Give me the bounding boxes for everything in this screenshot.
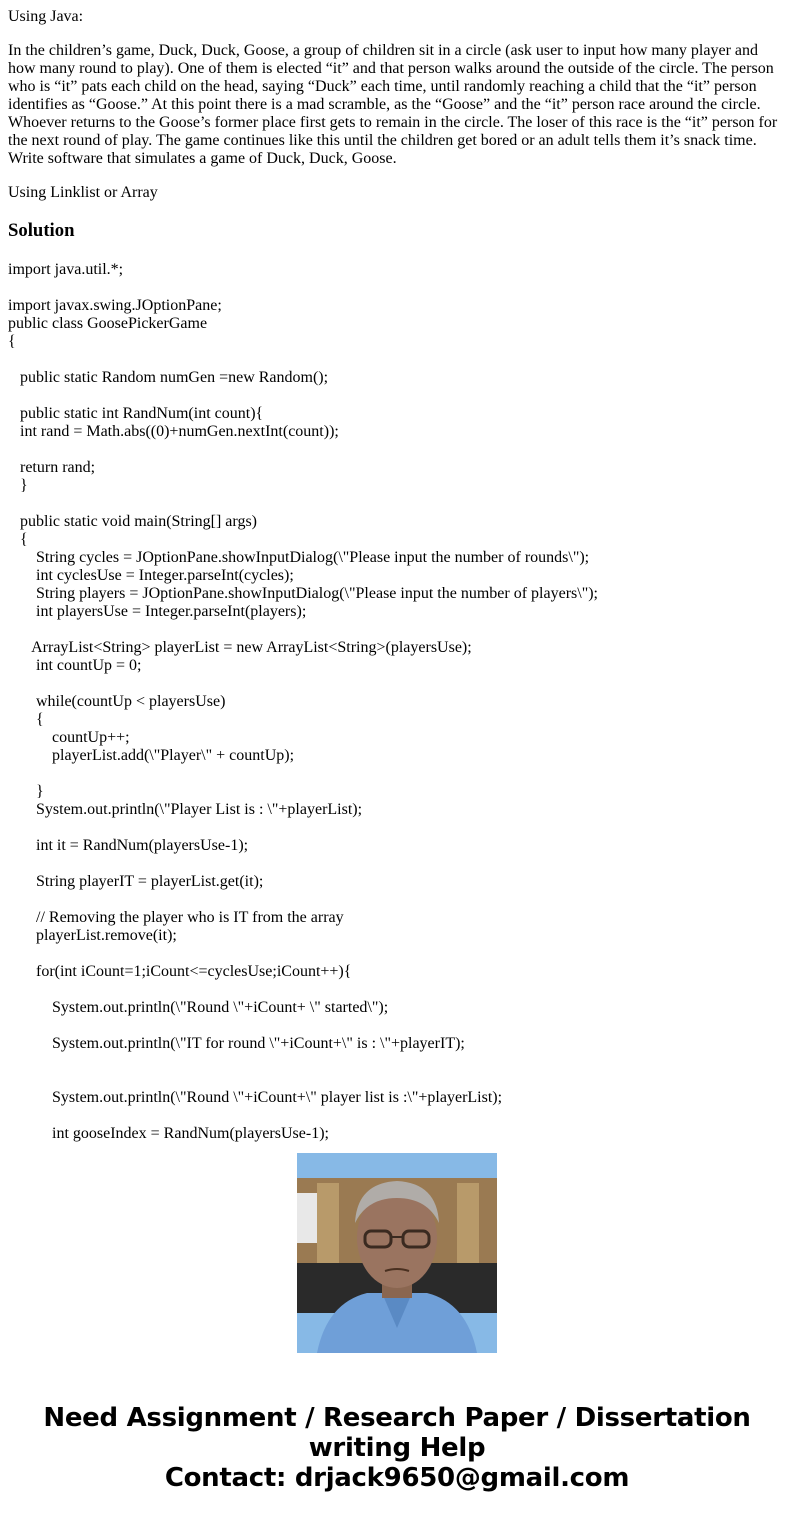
promo-contact: Contact: drjack9650@gmail.com (164, 1463, 630, 1493)
code-line (8, 1017, 786, 1035)
code-line (8, 1053, 786, 1071)
code-line (8, 621, 786, 639)
code-line: String players = JOptionPane.showInputDialog(\"Please input the number of players\"); (8, 585, 598, 602)
code-line: { (8, 531, 28, 548)
question-label: Using Java: (8, 8, 84, 25)
code-line: public static void main(String[] args) (8, 513, 257, 530)
code-line: System.out.println(\"IT for round \"+iCount+\" is : \"+playerIT); (8, 1035, 465, 1052)
code-line: playerList.remove(it); (8, 927, 177, 944)
portrait-illustration (297, 1153, 497, 1353)
promo-line-2: writing Help (308, 1433, 486, 1463)
code-line: System.out.println(\"Round \"+iCount+\" player list is :\"+playerList); (8, 1089, 503, 1106)
question-note: Using Linklist or Array (8, 184, 158, 201)
code-line: int rand = Math.abs((0)+numGen.nextInt(count)); (8, 423, 339, 440)
code-line: int cyclesUse = Integer.parseInt(cycles); (8, 567, 294, 584)
code-line (8, 441, 786, 459)
code-line: int it = RandNum(playersUse-1); (8, 837, 249, 854)
code-line (8, 675, 786, 693)
code-line: public class GoosePickerGame (8, 315, 208, 332)
code-line: System.out.println(\"Player List is : \"+playerList); (8, 801, 363, 818)
code-line: countUp++; (8, 729, 130, 746)
code-line: ArrayList<String> playerList = new ArrayList<String>(playersUse); (8, 639, 472, 656)
question-body: In the children’s game, Duck, Duck, Goose, a group of children sit in a circle (ask user to input how many player and how many round to play). One of them is elected “it” and that person walks around the outside of the circle. The person who is “it” pats each child on the head, saying “Duck” each time, until randomly reaching a child that the “it” person identifies as “Goose.” At this point there is a mad scramble, as the “Goose” and the “it” person race around the circle. Whoever returns to the Goose’s former place first gets to remain in the circle. The loser of this race is the “it” person for the next round of play. The game continues like this until the children get bored or an adult tells them it’s snack time. Write software that simulates a game of Duck, Duck, Goose. (8, 42, 778, 167)
code-line (8, 855, 786, 873)
promo-banner (0, 1403, 794, 1493)
code-line (8, 387, 786, 405)
code-line: public static int RandNum(int count){ (8, 405, 264, 422)
solution-heading: Solution (8, 220, 75, 241)
question-section (8, 8, 786, 261)
code-line (8, 1107, 786, 1125)
promo-line-1: Need Assignment / Research Paper / Dissertation (43, 1403, 751, 1433)
solution-code-block (8, 261, 786, 1142)
code-line: // Removing the player who is IT from the array (8, 909, 344, 926)
code-line: import javax.swing.JOptionPane; (8, 297, 222, 314)
code-line (8, 891, 786, 909)
code-line: while(countUp < playersUse) (8, 693, 226, 710)
code-line: return rand; (8, 459, 96, 476)
code-line (8, 279, 786, 297)
code-line: System.out.println(\"Round \"+iCount+ \" started\"); (8, 999, 389, 1016)
code-line: import java.util.*; (8, 261, 124, 278)
code-line (8, 351, 786, 369)
code-line: public static Random numGen =new Random(); (8, 369, 329, 386)
code-line (8, 765, 786, 783)
code-line: } (8, 477, 28, 494)
code-line (8, 945, 786, 963)
code-line (8, 981, 786, 999)
code-line: } (8, 783, 44, 800)
code-line (8, 495, 786, 513)
code-line: int gooseIndex = RandNum(playersUse-1); (8, 1125, 329, 1142)
code-line: int countUp = 0; (8, 657, 142, 674)
code-line (8, 1071, 786, 1089)
code-line: for(int iCount=1;iCount<=cyclesUse;iCount++){ (8, 963, 352, 980)
code-line: String cycles = JOptionPane.showInputDialog(\"Please input the number of rounds\"); (8, 549, 590, 566)
code-line: { (8, 711, 44, 728)
code-line: playerList.add(\"Player\" + countUp); (8, 747, 295, 764)
code-line: int playersUse = Integer.parseInt(players); (8, 603, 307, 620)
code-line: { (8, 333, 16, 350)
avatar (297, 1153, 497, 1353)
code-line: String playerIT = playerList.get(it); (8, 873, 264, 890)
code-line (8, 819, 786, 837)
